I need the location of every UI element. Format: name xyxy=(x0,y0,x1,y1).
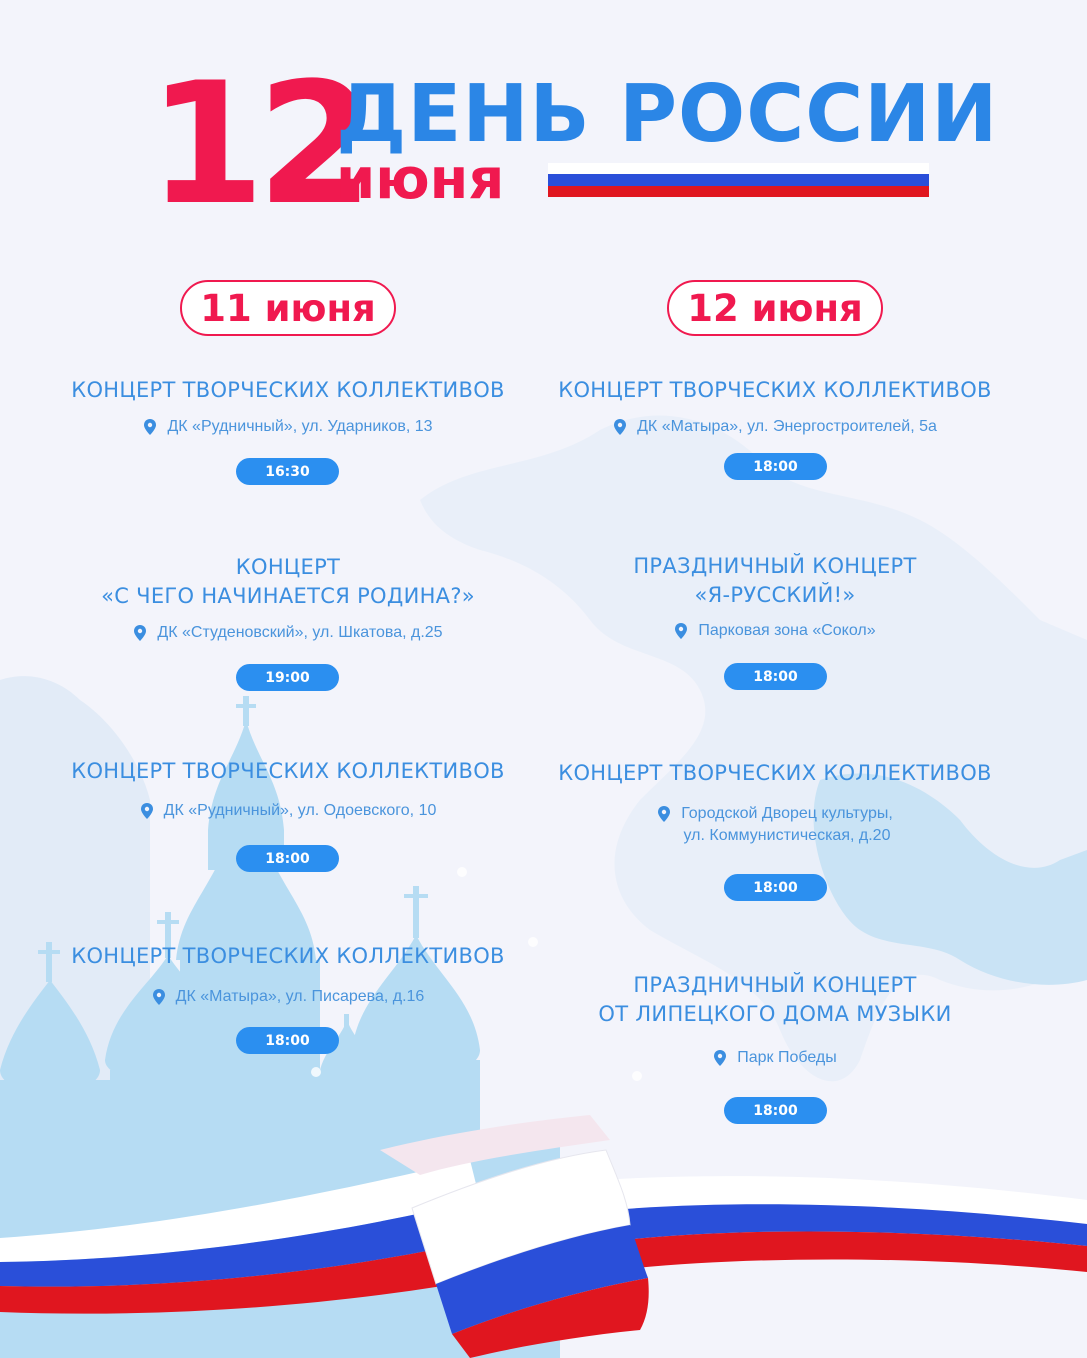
event-card xyxy=(525,759,1025,788)
venue-text: ДК «Рудничный», ул. Ударников, 13 xyxy=(167,418,433,435)
location-pin-icon xyxy=(674,623,688,639)
time-badge: 18:00 xyxy=(724,1097,827,1124)
time-badge: 18:00 xyxy=(724,453,827,480)
venue-text: ДК «Рудничный», ул. Одоевского, 10 xyxy=(163,802,437,819)
event-card xyxy=(38,376,538,405)
event-venue xyxy=(525,803,1025,847)
day-number: 12 xyxy=(148,46,366,242)
event-card xyxy=(525,552,1025,610)
month-label: июня xyxy=(336,147,505,212)
event-card xyxy=(38,553,538,611)
event-title: «С ЧЕГО НАЧИНАЕТСЯ РОДИНА?» xyxy=(101,584,475,608)
time-badge: 18:00 xyxy=(724,874,827,901)
venue-line: Городской Дворец культуры, xyxy=(681,805,893,822)
venue-text xyxy=(681,803,893,847)
location-pin-icon xyxy=(713,1050,727,1066)
day-label-12: 12 июня xyxy=(667,280,883,336)
location-pin-icon xyxy=(657,806,671,822)
event-title: КОНЦЕРТ ТВОРЧЕСКИХ КОЛЛЕКТИВОВ xyxy=(71,944,505,968)
time-badge: 18:00 xyxy=(236,1027,339,1054)
venue-text: ДК «Студеновский», ул. Шкатова, д.25 xyxy=(157,624,443,641)
event-card xyxy=(525,376,1025,405)
event-card xyxy=(38,942,538,971)
event-venue xyxy=(38,800,538,822)
venue-text: Парк Победы xyxy=(737,1049,837,1066)
event-venue xyxy=(525,1047,1025,1069)
event-venue xyxy=(38,416,538,438)
event-title: ПРАЗДНИЧНЫЙ КОНЦЕРТ xyxy=(633,554,917,578)
event-title: КОНЦЕРТ xyxy=(235,555,341,579)
event-venue xyxy=(38,622,538,644)
event-title: КОНЦЕРТ ТВОРЧЕСКИХ КОЛЛЕКТИВОВ xyxy=(558,761,992,785)
venue-text: ДК «Матыра», ул. Энергостроителей, 5а xyxy=(637,418,937,435)
day-label-11: 11 июня xyxy=(180,280,396,336)
location-pin-icon xyxy=(613,419,627,435)
venue-text: Парковая зона «Сокол» xyxy=(698,622,876,639)
location-pin-icon xyxy=(152,989,166,1005)
event-venue xyxy=(38,986,538,1008)
location-pin-icon xyxy=(133,625,147,641)
venue-line: ул. Коммунистическая, д.20 xyxy=(683,827,891,844)
event-card xyxy=(525,971,1025,1029)
event-venue xyxy=(525,416,1025,438)
holiday-title: ДЕНЬ РОССИИ xyxy=(336,68,999,160)
event-title: КОНЦЕРТ ТВОРЧЕСКИХ КОЛЛЕКТИВОВ xyxy=(71,378,505,402)
event-title: «Я-РУССКИЙ!» xyxy=(694,583,856,607)
event-venue xyxy=(525,620,1025,642)
event-title: КОНЦЕРТ ТВОРЧЕСКИХ КОЛЛЕКТИВОВ xyxy=(71,759,505,783)
time-badge: 16:30 xyxy=(236,458,339,485)
flag-stripe xyxy=(548,163,929,197)
venue-text: ДК «Матыра», ул. Писарева, д.16 xyxy=(175,988,425,1005)
event-title: КОНЦЕРТ ТВОРЧЕСКИХ КОЛЛЕКТИВОВ xyxy=(558,378,992,402)
event-card xyxy=(38,757,538,786)
time-badge: 19:00 xyxy=(236,664,339,691)
location-pin-icon xyxy=(140,803,154,819)
event-title: ОТ ЛИПЕЦКОГО ДОМА МУЗЫКИ xyxy=(598,1002,952,1026)
time-badge: 18:00 xyxy=(236,845,339,872)
location-pin-icon xyxy=(143,419,157,435)
event-title: ПРАЗДНИЧНЫЙ КОНЦЕРТ xyxy=(633,973,917,997)
time-badge: 18:00 xyxy=(724,663,827,690)
